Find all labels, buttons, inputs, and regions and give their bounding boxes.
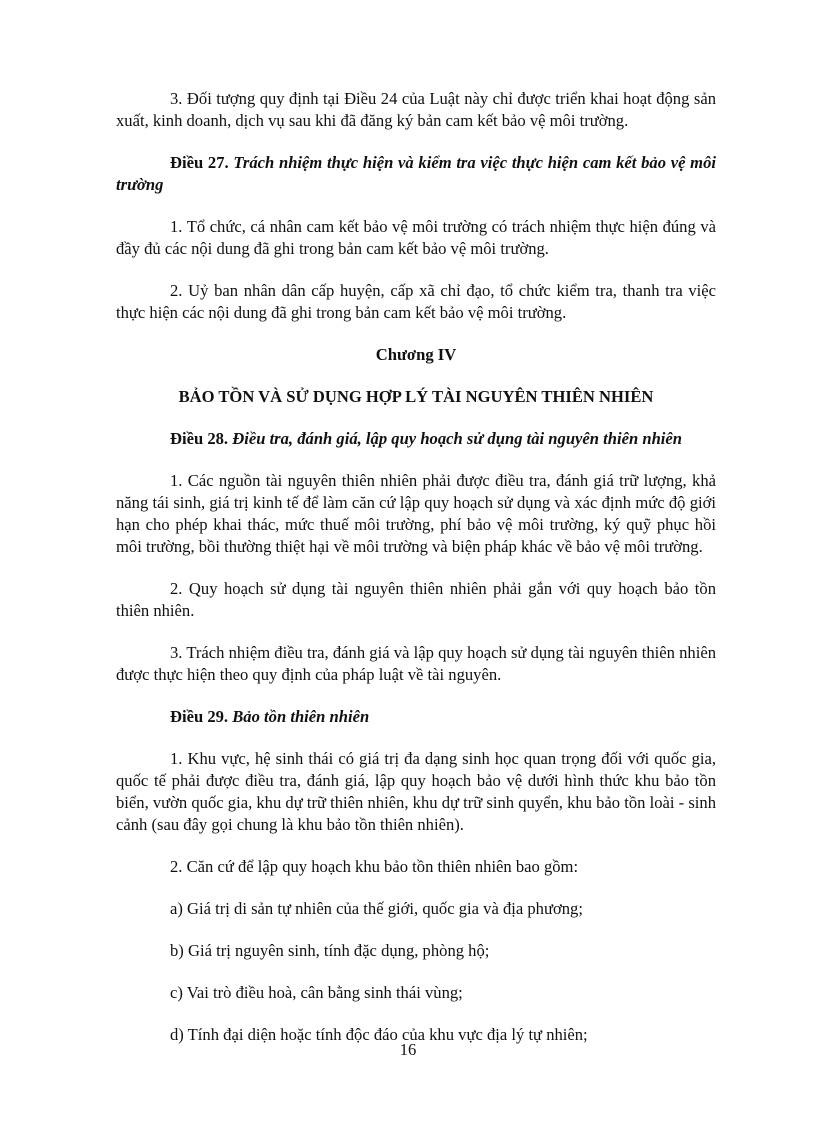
document-page	[116, 88, 716, 1046]
paragraph-article-28-clause-3: 3. Trách nhiệm điều tra, đánh giá và lập quy hoạch sử dụng tài nguyên thiên nhiên được thực hiện theo quy định của pháp luật về tài nguyên.	[116, 643, 716, 684]
article-27-heading	[116, 152, 716, 196]
article-29-heading	[116, 706, 716, 728]
paragraph-article-26-clause-3: 3. Đối tượng quy định tại Điều 24 của Luật này chỉ được triển khai hoạt động sản xuất, kinh doanh, dịch vụ sau khi đã đăng ký bản cam kết bảo vệ môi trường.	[116, 89, 716, 130]
article-29-title: Bảo tồn thiên nhiên	[232, 707, 370, 726]
chapter-number: Chương IV	[375, 345, 457, 364]
paragraph-article-27-clause-2: 2. Uỷ ban nhân dân cấp huyện, cấp xã chỉ đạo, tổ chức kiểm tra, thanh tra việc thực hiện các nội dung đã ghi trong bản cam kết bảo vệ môi trường.	[116, 281, 716, 322]
list-item-d: d) Tính đại diện hoặc tính độc đáo của khu vực địa lý tự nhiên;	[170, 1025, 588, 1044]
article-28-label: Điều 28.	[170, 429, 229, 448]
paragraph-article-28-clause-1: 1. Các nguồn tài nguyên thiên nhiên phải được điều tra, đánh giá trữ lượng, khả năng tái sinh, giá trị kinh tế để làm căn cứ lập quy hoạch sử dụng và xác định mức độ giới hạn cho phép khai thác, mức thuế môi trường, phí bảo vệ môi trường, ký quỹ phục hồi môi trường, bồi thường thiệt hại về môi trường và biện pháp khác về bảo vệ môi trường.	[116, 471, 716, 556]
article-28-heading	[116, 428, 716, 450]
paragraph-article-29-clause-2: 2. Căn cứ để lập quy hoạch khu bảo tồn thiên nhiên bao gồm:	[170, 857, 579, 876]
list-item-b: b) Giá trị nguyên sinh, tính đặc dụng, phòng hộ;	[170, 941, 490, 960]
article-29-label: Điều 29.	[170, 707, 229, 726]
paragraph-article-27-clause-1: 1. Tổ chức, cá nhân cam kết bảo vệ môi trường có trách nhiệm thực hiện đúng và đầy đủ các nội dung đã ghi trong bản cam kết bảo vệ môi trường.	[116, 217, 716, 258]
article-27-label: Điều 27.	[170, 153, 229, 172]
paragraph-article-28-clause-2: 2. Quy hoạch sử dụng tài nguyên thiên nhiên phải gắn với quy hoạch bảo tồn thiên nhiên.	[116, 579, 716, 620]
article-27-title: Trách nhiệm thực hiện và kiểm tra việc thực hiện cam kết bảo vệ môi trường	[116, 153, 716, 194]
article-28-title: Điều tra, đánh giá, lập quy hoạch sử dụng tài nguyên thiên nhiên	[232, 429, 683, 448]
list-item-a: a) Giá trị di sản tự nhiên của thế giới, quốc gia và địa phương;	[170, 899, 583, 918]
chapter-title: BẢO TỒN VÀ SỬ DỤNG HỢP LÝ TÀI NGUYÊN THIÊN NHIÊN	[178, 387, 654, 406]
paragraph-article-29-clause-1: 1. Khu vực, hệ sinh thái có giá trị đa dạng sinh học quan trọng đối với quốc gia, quốc tế phải được điều tra, đánh giá, lập quy hoạch bảo vệ dưới hình thức khu bảo tồn biển, vườn quốc gia, khu dự trữ thiên nhiên, khu dự trữ sinh quyển, khu bảo tồn loài - sinh cảnh (sau đây gọi chung là khu bảo tồn thiên nhiên).	[116, 749, 716, 834]
list-item-c: c) Vai trò điều hoà, cân bằng sinh thái vùng;	[170, 983, 463, 1002]
page-number: 16	[399, 1040, 417, 1059]
